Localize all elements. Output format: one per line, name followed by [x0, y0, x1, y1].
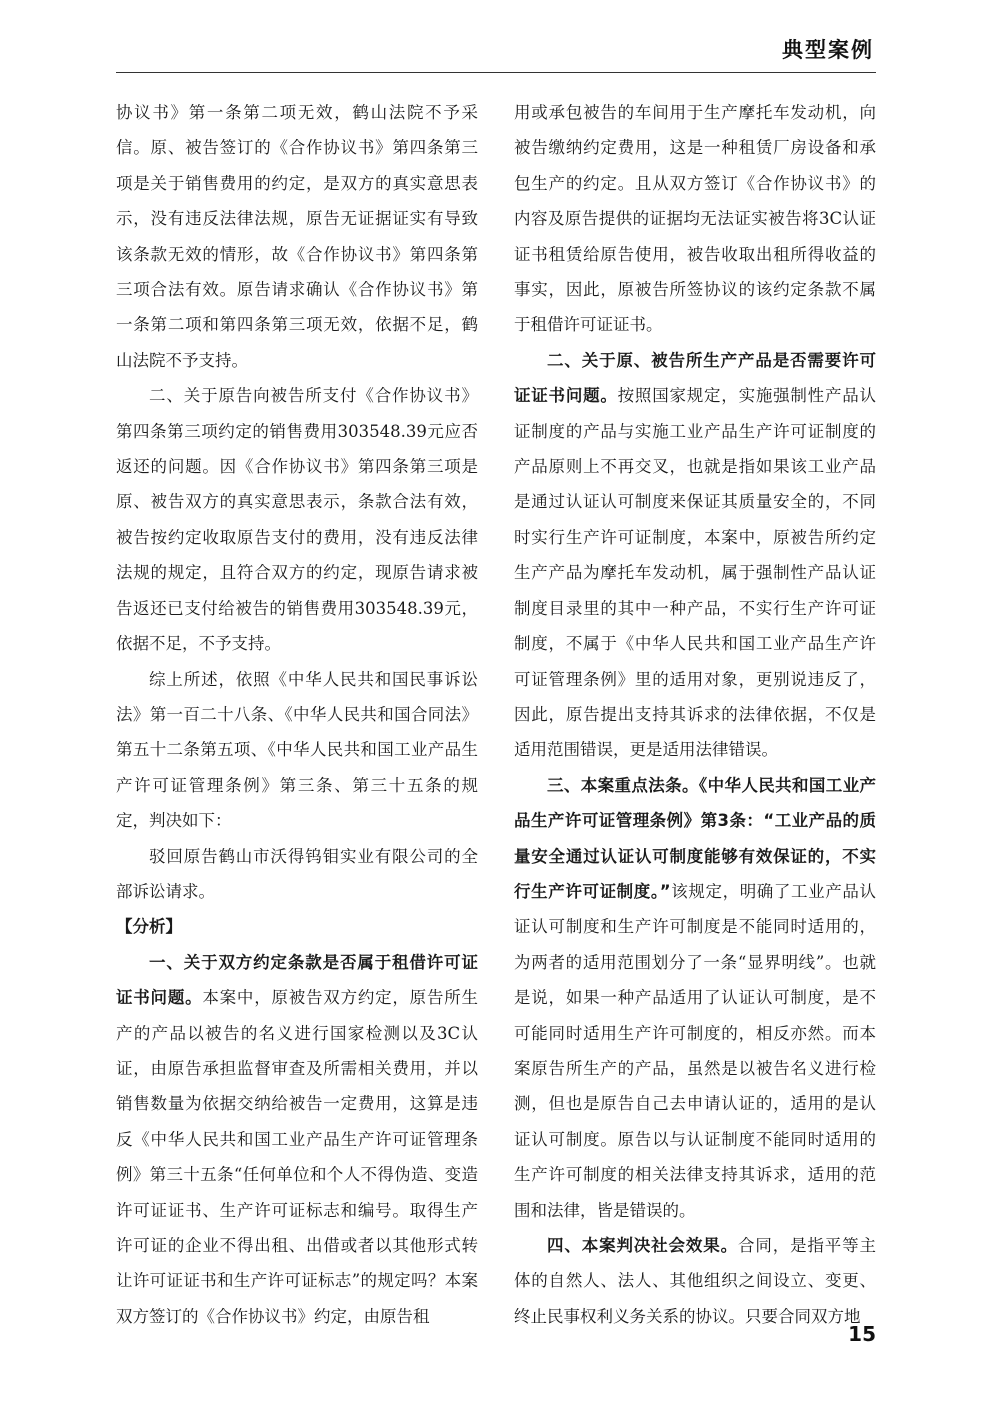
paragraph [116, 945, 478, 1334]
section-title: 典型案例 [782, 38, 874, 62]
analysis-heading: 【分析】 [116, 917, 182, 937]
paragraph-text: 合同，是指平等主体的自然人、法人、其他组织之间设立、变更、终止民事权利义务关系的协议。只要合同双方地 [514, 1236, 877, 1326]
paragraph: 协议书》第一条第二项无效，鹤山法院不予采信。原、被告签订的《合作协议书》第四条第三项是关于销售费用的约定，是双方的真实意思表示，没有违反法律法规，原告无证据证实有导致该条款无效的情形，故《合作协议书》第四条第三项合法有效。原告请求确认《合作协议书》第一条第二项和第四条第三项无效，依据不足，鹤山法院不予支持。 [116, 103, 478, 370]
paragraph [514, 343, 876, 768]
right-column [514, 95, 876, 1334]
paragraph [514, 1228, 876, 1334]
bold-lead: 二、关于原、被告所生产产品是否需要许可证证书问题。 [514, 350, 876, 406]
bold-lead: 三、本案重点法条。《中华人民共和国工业产品生产许可证管理条例》第3条：“工业产品的质量安全通过认证认可制度能够有效保证的，不实行生产许可证制度。” [514, 775, 876, 901]
paragraph: 驳回原告鹤山市沃得钨钼实业有限公司的全部诉讼请求。 [116, 846, 478, 901]
page-number: 15 [848, 1322, 876, 1346]
paragraph-text: 本案中，原被告双方约定，原告所生产的产品以被告的名义进行国家检测以及3C认证，由原告承担监督审查及所需相关费用，并以销售数量为依据交纳给被告一定费用，这算是违反《中华人民共和国工业产品生产许可证管理条例》第三十五条“任何单位和个人不得伪造、变造许可证证书、生产许可证标志和编号。取得生产许可证的企业不得出租、出借或者以其他形式转让许可证证书和生产许可证标志”的规定吗？本案双方签订的《合作协议书》约定，由原告租 [116, 988, 479, 1326]
paragraph: 综上所述，依照《中华人民共和国民事诉讼法》第一百二十八条、《中华人民共和国合同法》第五十二条第五项、《中华人民共和国工业产品生产许可证管理条例》第三条、第三十五条的规定，判决如下： [116, 669, 478, 831]
paragraph-text: 按照国家规定，实施强制性产品认证制度的产品与实施工业产品生产许可证制度的产品原则上不再交叉，也就是指如果该工业产品是通过认证认可制度来保证其质量安全的，不同时实行生产许可证制度，本案中，原被告所约定生产产品为摩托车发动机，属于强制性产品认证制度目录里的其中一种产品，不实行生产许可证制度，不属于《中华人民共和国工业产品生产许可证管理条例》里的适用对象，更别说违反了，因此，原告提出支持其诉求的法律依据，不仅是适用范围错误，更是适用法律错误。 [514, 386, 877, 760]
left-column [116, 95, 478, 1334]
bold-lead: 四、本案判决社会效果。 [547, 1236, 738, 1255]
header-divider [116, 72, 876, 73]
paragraph: 二、关于原告向被告所支付《合作协议书》第四条第三项约定的销售费用303548.39元应否返还的问题。因《合作协议书》第四条第三项是原、被告双方的真实意思表示，条款合法有效，被告按约定收取原告支付的费用，没有违反法律法规的规定，且符合双方的约定，现原告请求被告返还已支付给被告的销售费用303548.39元，依据不足，不予支持。 [116, 386, 478, 654]
paragraph [514, 768, 876, 1228]
paragraph: 用或承包被告的车间用于生产摩托车发动机，向被告缴纳约定费用，这是一种租赁厂房设备和承包生产的约定。且从双方签订《合作协议书》的内容及原告提供的证据均无法证实被告将3C认证证书租赁给原告使用，被告收取出租所得收益的事实，因此，原被告所签协议的该约定条款不属于租借许可证证书。 [514, 103, 876, 335]
paragraph-text: 该规定，明确了工业产品认证认可制度和生产许可制度是不能同时适用的，为两者的适用范围划分了一条“显界明线”。也就是说，如果一种产品适用了认证认可制度，是不可能同时适用生产许可制度的，相反亦然。而本案原告所生产的产品，虽然是以被告名义进行检测，但也是原告自己去申请认证的，适用的是认证认可制度。原告以与认证制度不能同时适用的生产许可制度的相关法律支持其诉求，适用的范围和法律，皆是错误的。 [514, 881, 876, 1220]
bold-lead: 一、关于双方约定条款是否属于租借许可证证书问题。 [116, 952, 478, 1008]
